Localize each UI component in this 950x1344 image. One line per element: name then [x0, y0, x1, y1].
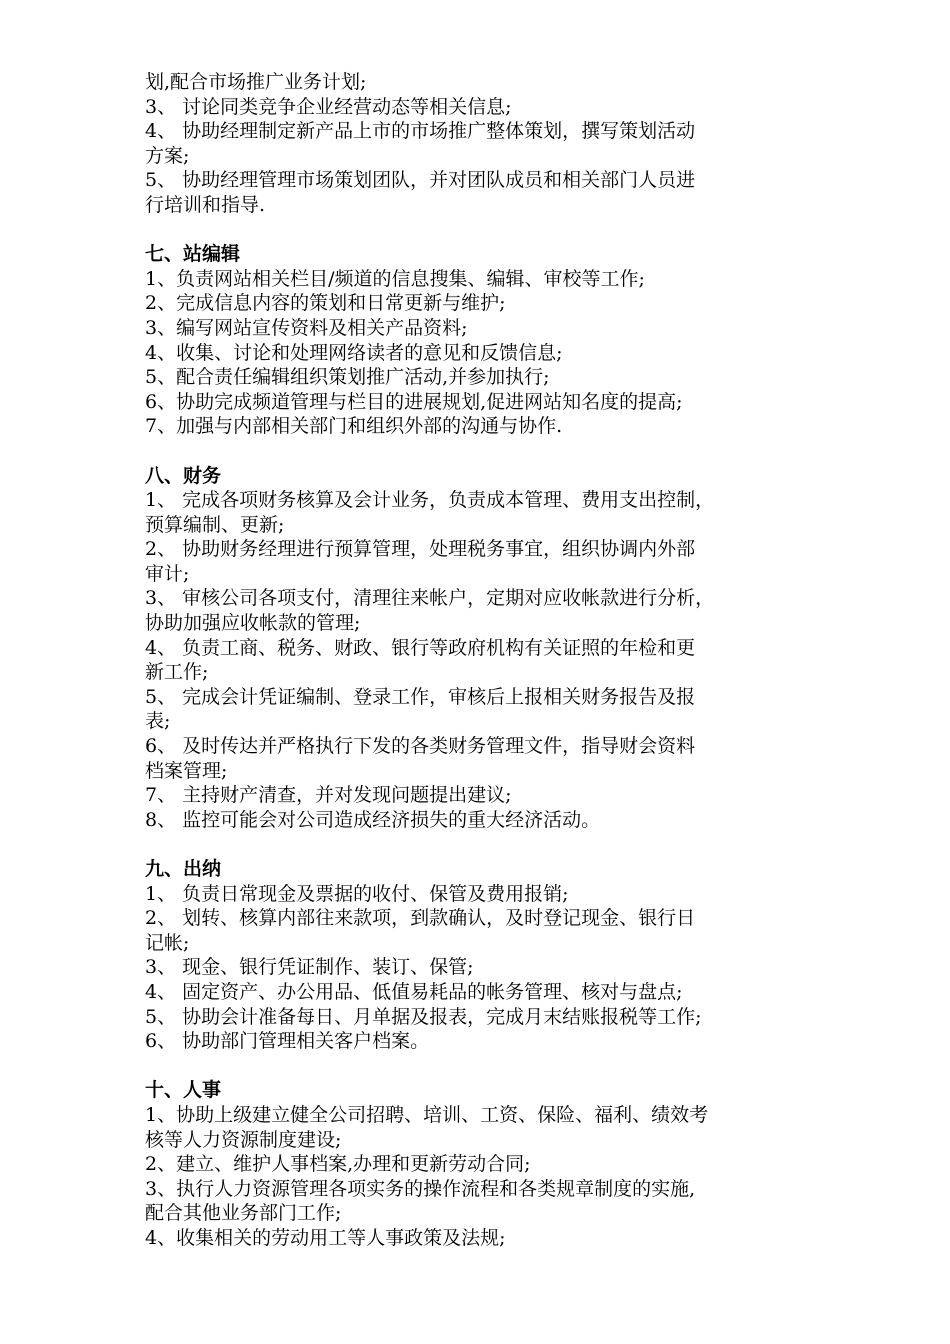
text-line: 1、 完成各项财务核算及会计业务，负责成本管理、费用支出控制，: [145, 489, 715, 512]
text-line: 核等人力资源制度建设;: [145, 1128, 342, 1151]
text-line: 表;: [145, 710, 171, 733]
text-line: 4、 负责工商、税务、财政、银行等政府机构有关证照的年检和更: [145, 636, 696, 659]
text-line: 2、 划转、核算内部往来款项，到款确认，及时登记现金、银行日: [145, 907, 696, 930]
text-line: 6、协助完成频道管理与栏目的进展规划,促进网站知名度的提高;: [145, 390, 683, 413]
section-spacer: [145, 1054, 810, 1079]
text-line: 协助加强应收帐款的管理;: [145, 612, 361, 635]
text-line: 5、配合责任编辑组织策划推广活动,并参加执行;: [145, 366, 550, 389]
text-line: 档案管理;: [145, 759, 228, 782]
text-line: 2、 协助财务经理进行预算管理，处理税务事宜，组织协调内外部: [145, 538, 696, 561]
text-line: 新工作;: [145, 661, 209, 684]
text-line: 配合其他业务部门工作;: [145, 1202, 342, 1225]
text-line: 审计;: [145, 562, 190, 585]
text-line: 7、加强与内部相关部门和组织外部的沟通与协作.: [145, 415, 563, 438]
section-cashier: [145, 857, 810, 1054]
text-line: 5、 完成会计凭证编制、登录工作，审核后上报相关财务报告及报: [145, 685, 696, 708]
section-heading: 十、人事: [145, 1079, 222, 1102]
text-line: 行培训和指导.: [145, 193, 266, 216]
text-line: 1、协助上级建立健全公司招聘、培训、工资、保险、福利、绩效考: [145, 1103, 709, 1126]
text-line: 5、 协助会计准备每日、月单据及报表，完成月末结账报税等工作;: [145, 1005, 702, 1028]
text-line: 6、 及时传达并严格执行下发的各类财务管理文件，指导财会资料: [145, 735, 696, 758]
text-line: 预算编制、更新;: [145, 513, 285, 536]
text-line: 记帐;: [145, 931, 190, 954]
text-line: 8、 监控可能会对公司造成经济损失的重大经济活动。: [145, 808, 601, 831]
section-site-editor: [145, 242, 810, 439]
text-line: 1、 负责日常现金及票据的收付、保管及费用报销;: [145, 882, 569, 905]
text-line: 方案;: [145, 144, 190, 167]
text-line: 4、收集、讨论和处理网络读者的意见和反馈信息;: [145, 341, 563, 364]
text-line: 4、收集相关的劳动用工等人事政策及法规;: [145, 1226, 506, 1249]
section-heading: 七、站编辑: [145, 243, 241, 266]
text-line: 3、 讨论同类竞争企业经营动态等相关信息;: [145, 95, 512, 118]
section-spacer: [145, 832, 810, 857]
text-line: 5、 协助经理管理市场策划团队，并对团队成员和相关部门人员进: [145, 169, 696, 192]
text-line: 3、编写网站宣传资料及相关产品资料;: [145, 316, 468, 339]
section-spacer: [145, 218, 810, 243]
text-line: 6、 协助部门管理相关客户档案。: [145, 1030, 430, 1053]
text-line: 4、 固定资产、办公用品、低值易耗品的帐务管理、核对与盘点;: [145, 980, 683, 1003]
text-line: 3、 现金、银行凭证制作、装订、保管;: [145, 956, 474, 979]
text-line: 1、负责网站相关栏目/频道的信息搜集、编辑、审校等工作;: [145, 267, 645, 290]
text-line: 2、建立、维护人事档案,办理和更新劳动合同;: [145, 1153, 531, 1176]
text-line: 7、 主持财产清查，并对发现问题提出建议;: [145, 784, 512, 807]
section-heading: 八、财务: [145, 464, 222, 487]
document-page: [145, 70, 810, 1251]
text-line: 3、执行人力资源管理各项实务的操作流程和各类规章制度的实施,: [145, 1177, 696, 1200]
intro-block: [145, 70, 810, 218]
section-finance: [145, 464, 810, 833]
text-line: 4、 协助经理制定新产品上市的市场推广整体策划，撰写策划活动: [145, 120, 696, 143]
section-spacer: [145, 439, 810, 464]
section-hr: [145, 1078, 810, 1250]
section-heading: 九、出纳: [145, 858, 222, 880]
text-line: 3、 审核公司各项支付，清理往来帐户，定期对应收帐款进行分析，: [145, 587, 715, 610]
text-line: 划,配合市场推广业务计划;: [145, 71, 367, 93]
text-line: 2、完成信息内容的策划和日常更新与维护;: [145, 292, 506, 315]
